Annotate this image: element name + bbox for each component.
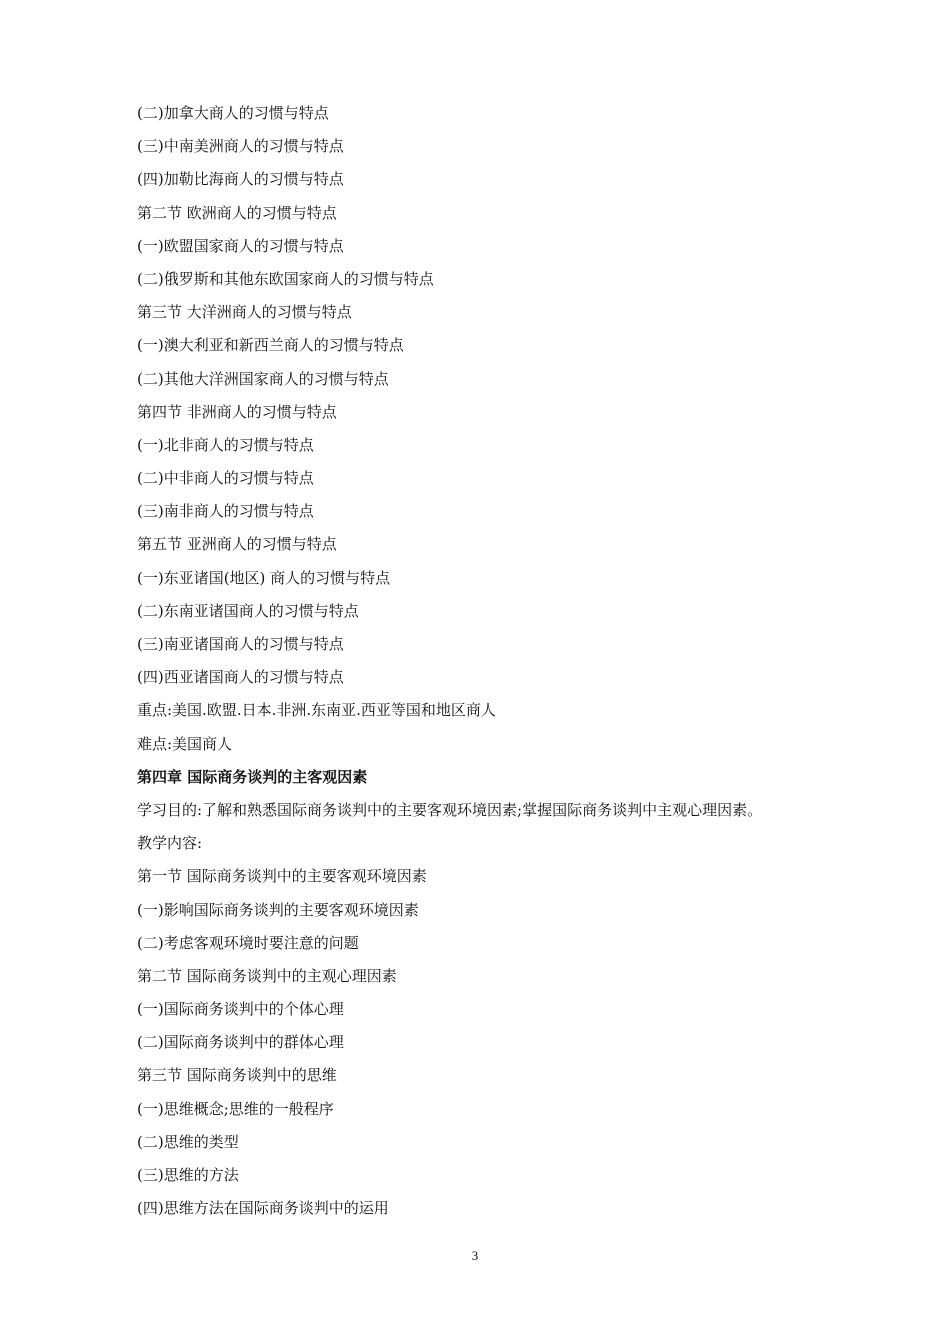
text-line: (二)思维的类型	[137, 1132, 239, 1151]
text-line: 教学内容:	[137, 834, 203, 853]
text-line: (三)南非商人的习惯与特点	[137, 502, 314, 521]
text-line: 难点:美国商人	[137, 734, 233, 753]
text-line: 第三节 国际商务谈判中的思维	[137, 1066, 337, 1085]
text-line: (一)影响国际商务谈判的主要客观环境因素	[137, 900, 419, 919]
text-line: (一)东亚诸国(地区) 商人的习惯与特点	[137, 568, 391, 587]
text-line: 第二节 国际商务谈判中的主观心理因素	[137, 966, 397, 985]
text-line: 第四节 非洲商人的习惯与特点	[137, 402, 337, 421]
text-line: 第二节 欧洲商人的习惯与特点	[137, 203, 337, 222]
text-line: (一)欧盟国家商人的习惯与特点	[137, 236, 344, 255]
text-line: 第三节 大洋洲商人的习惯与特点	[137, 303, 352, 322]
text-line: (四)加勒比海商人的习惯与特点	[137, 170, 344, 189]
text-line: (四)思维方法在国际商务谈判中的运用	[137, 1199, 389, 1218]
text-line: 第五节 亚洲商人的习惯与特点	[137, 535, 337, 554]
text-line: 学习目的:了解和熟悉国际商务谈判中的主要客观环境因素;掌握国际商务谈判中主观心理因素。	[137, 800, 763, 819]
text-line: (一)思维概念;思维的一般程序	[137, 1099, 334, 1118]
text-line: (三)思维的方法	[137, 1166, 239, 1184]
text-line: (二)加拿大商人的习惯与特点	[137, 104, 329, 122]
text-line: (四)西亚诸国商人的习惯与特点	[137, 668, 344, 687]
chapter-heading: 第四章 国际商务谈判的主客观因素	[137, 767, 368, 786]
text-line: (一)北非商人的习惯与特点	[137, 435, 314, 454]
text-line: (一)国际商务谈判中的个体心理	[137, 1000, 344, 1019]
text-line: (二)考虑客观环境时要注意的问题	[137, 933, 359, 952]
text-line: 第一节 国际商务谈判中的主要客观环境因素	[137, 867, 427, 886]
text-line: (三)南亚诸国商人的习惯与特点	[137, 635, 344, 653]
text-line: (一)澳大利亚和新西兰商人的习惯与特点	[137, 336, 404, 355]
text-line: (二)中非商人的习惯与特点	[137, 469, 314, 488]
text-line: (二)俄罗斯和其他东欧国家商人的习惯与特点	[137, 269, 434, 288]
text-line: (二)其他大洋洲国家商人的习惯与特点	[137, 369, 389, 388]
document-body	[137, 97, 857, 1225]
page-number: 3	[471, 1248, 479, 1263]
text-line: (二)东南亚诸国商人的习惯与特点	[137, 601, 359, 620]
text-line: (二)国际商务谈判中的群体心理	[137, 1033, 344, 1052]
text-line: (三)中南美洲商人的习惯与特点	[137, 137, 344, 156]
text-line: 重点:美国.欧盟.日本.非洲.东南亚.西亚等国和地区商人	[137, 701, 496, 720]
